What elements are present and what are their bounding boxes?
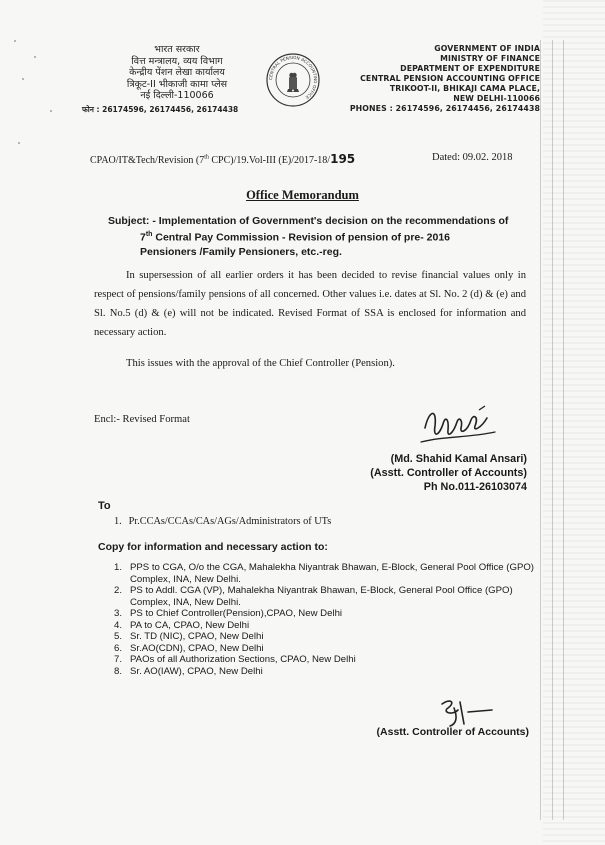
scan-speck xyxy=(18,142,20,144)
subject-line2-rest: Central Pay Commission - Revision of pension of pre- 2016 xyxy=(152,231,451,244)
subject-line xyxy=(108,228,528,245)
copy-item-text: PPS to CGA, O/o the CGA, Mahalekha Niyantrak Bhawan, E-Block, General Pool Office (GPO) Complex, INA, New Delhi. xyxy=(130,562,534,585)
enclosure-note: Encl:- Revised Format xyxy=(94,414,190,425)
body-paragraph-text: In supersession of all earlier orders it has been decided to revise financial values only in respect of pensions/family pensions of all concerned. Other values i.e. dates at Sl. No. 2 (d) & (e) and Sl. No.5 (d) & (e) will not be indicated. Revised Format of SSA is enclosed for information and necessary action. xyxy=(94,270,526,338)
scan-edge-line xyxy=(552,40,553,820)
copy-item-text: Sr. AO(IAW), CPAO, New Delhi xyxy=(130,665,263,677)
page-title: Office Memorandum xyxy=(246,188,359,202)
header-english-phone: PHONES : 26174596, 26174456, 26174438 xyxy=(349,104,540,113)
footer-designation: (Asstt. Controller of Accounts) xyxy=(376,726,529,738)
copy-item-text: Sr. TD (NIC), CPAO, New Delhi xyxy=(130,631,264,642)
copy-item-number: 7. xyxy=(114,654,123,665)
copy-heading: Copy for information and necessary action to: xyxy=(98,541,328,553)
copy-item-number: 8. xyxy=(114,665,123,677)
subject-line2-pre: 7 xyxy=(140,231,146,244)
copy-item-text: PA to CA, CPAO, New Delhi xyxy=(130,619,250,631)
copy-item-number: 3. xyxy=(114,608,123,619)
signatory-name: (Md. Shahid Kamal Ansari) xyxy=(390,453,527,465)
subject-line: Subject: - Implementation of Government's decision on the recommendations of xyxy=(108,215,509,227)
to-label: To xyxy=(98,500,111,512)
reference-number-sup: th xyxy=(204,154,209,161)
copy-item-number: 1. xyxy=(114,562,123,573)
reference-date: Dated: 09.02. 2018 xyxy=(432,152,513,163)
copy-list-item xyxy=(114,631,544,643)
header-english xyxy=(330,44,540,114)
header-hindi-phone: फोन : 26174596, 26174456, 26174438 xyxy=(82,104,239,114)
signatory-phone: Ph No.011-26103074 xyxy=(423,481,527,493)
copy-item-number: 5. xyxy=(114,631,123,642)
header-english-line: GOVERNMENT OF INDIA xyxy=(434,44,540,53)
copy-list-item xyxy=(114,643,544,655)
emblem-ring-text: CENTRAL PENSION ACCOUNTING OFFICE xyxy=(267,54,319,101)
to-item-number: 1. xyxy=(114,516,122,527)
reference-number-text: CPAO/IT&Tech/Revision (7 xyxy=(90,155,205,166)
ashoka-emblem-icon xyxy=(265,52,321,108)
handwritten-signature xyxy=(415,398,505,453)
header-english-line: NEW DELHI-110066 xyxy=(453,94,540,103)
copy-item-text: Sr.AO(CDN), CPAO, New Delhi xyxy=(130,642,264,654)
copy-list-item xyxy=(114,585,544,608)
scan-edge-line xyxy=(563,40,564,820)
reference-handwritten-suffix: 195 xyxy=(330,152,356,166)
copy-item-text: PAOs of all Authorization Sections, CPAO, New Delhi xyxy=(130,654,356,665)
header-english-line: TRIKOOT-II, BHIKAJI CAMA PLACE, xyxy=(389,84,540,93)
signatory-block xyxy=(370,452,527,494)
copy-list xyxy=(114,562,544,677)
to-item-text: Pr.CCAs/CCAs/CAs/AGs/Administrators of UTs xyxy=(128,516,332,527)
signatory-designation: (Asstt. Controller of Accounts) xyxy=(370,467,527,479)
subject-line2-sup: th xyxy=(145,231,153,238)
reference-number xyxy=(90,152,355,166)
copy-item-number: 4. xyxy=(114,619,123,631)
copy-item-number: 6. xyxy=(114,642,123,654)
copy-list-item xyxy=(114,620,544,632)
header-hindi-line: नई दिल्ली-110066 xyxy=(140,90,214,101)
scan-speck xyxy=(50,110,52,112)
scan-edge-line xyxy=(540,40,541,820)
header-english-line: CENTRAL PENSION ACCOUNTING OFFICE xyxy=(360,74,540,83)
scan-speck xyxy=(34,56,36,58)
header-hindi-line: त्रिकूट-II भीकाजी कामा प्लेस xyxy=(126,78,228,90)
scan-speck xyxy=(22,78,24,80)
copy-list-item xyxy=(114,654,544,666)
body-paragraph xyxy=(94,266,526,342)
scan-speck xyxy=(14,40,16,42)
header-hindi-line: केन्द्रीय पेंशन लेखा कार्यालय xyxy=(129,67,225,78)
header-english-line: MINISTRY OF FINANCE xyxy=(440,54,540,63)
subject-block xyxy=(108,214,528,259)
header-hindi-line: भारत सरकार xyxy=(154,44,200,55)
handwritten-initials xyxy=(434,694,504,730)
reference-number-rest: CPC)/19.Vol-III (E)/2017-18/ xyxy=(208,155,331,166)
copy-list-item xyxy=(114,666,544,678)
copy-item-text: PS to Chief Controller(Pension),CPAO, New Delhi xyxy=(130,608,343,619)
header-hindi-line: वित्त मन्त्रालय, व्यय विभाग xyxy=(131,55,223,67)
to-list xyxy=(114,516,331,527)
copy-list-item xyxy=(114,608,544,620)
copy-item-number: 2. xyxy=(114,585,123,596)
copy-item-text: PS to Addl. CGA (VP), Mahalekha Niyantrak Bhawan, E-Block, General Pool Office (GPO) Complex, INA, New Delhi. xyxy=(130,585,513,608)
approval-paragraph: This issues with the approval of the Chief Controller (Pension). xyxy=(126,358,395,369)
subject-line: Pensioners /Family Pensioners, etc.-reg. xyxy=(140,245,342,258)
header-english-line: DEPARTMENT OF EXPENDITURE xyxy=(400,64,540,73)
header-hindi xyxy=(82,44,272,115)
copy-list-item xyxy=(114,562,544,585)
